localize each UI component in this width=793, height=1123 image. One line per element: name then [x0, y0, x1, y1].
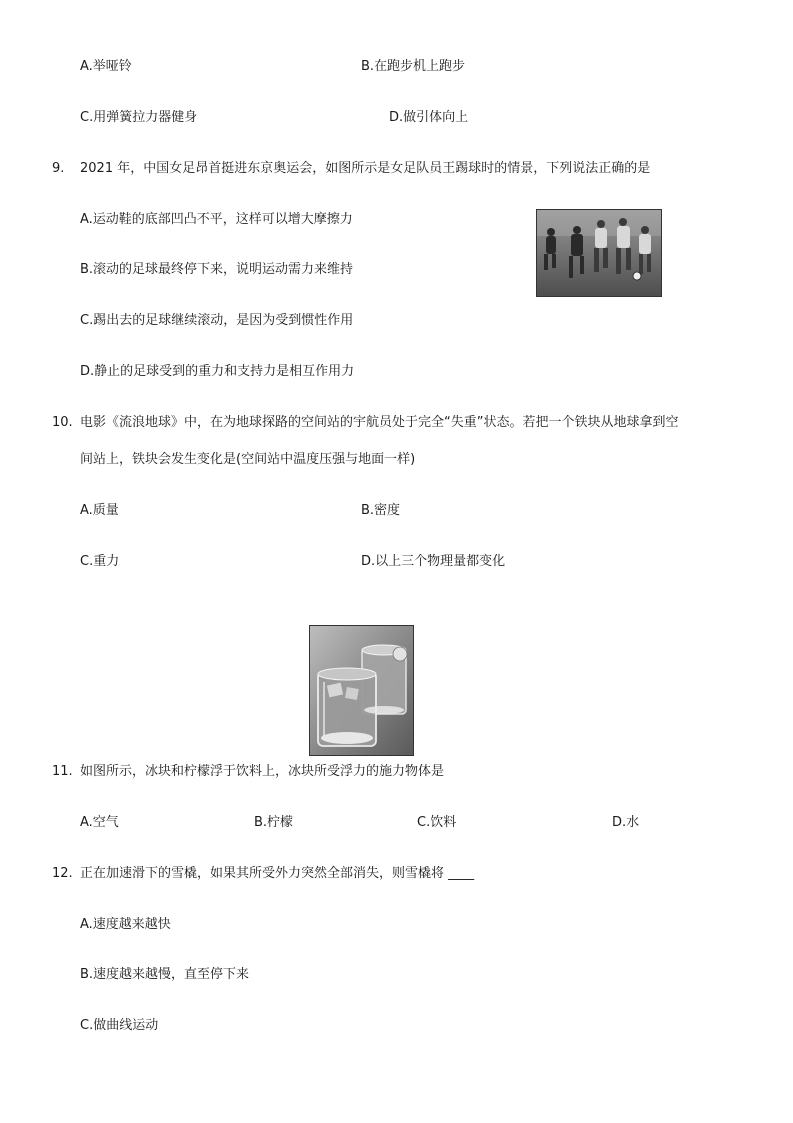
soccer-photo	[536, 209, 662, 297]
q9-stem: 2021 年，中国女足昂首挺进东京奥运会，如图所示是女足队员王踢球时的情景，下列说法正确的是	[80, 161, 651, 176]
q8-option-d: D.做引体向上	[389, 110, 469, 125]
q12-option-a: A.速度越来越快	[80, 917, 171, 932]
q12-number: 12.	[52, 866, 73, 881]
q12-option-b: B.速度越来越慢，直至停下来	[80, 967, 250, 982]
q10-option-d: D.以上三个物理量都变化	[361, 554, 506, 569]
q10-option-c: C.重力	[80, 554, 120, 569]
glasses-ice-photo-graphic	[310, 626, 413, 755]
q11-option-a: A.空气	[80, 815, 119, 830]
soccer-photo-graphic	[537, 210, 661, 296]
q11-stem: 如图所示，冰块和柠檬浮于饮料上，冰块所受浮力的施力物体是	[80, 764, 445, 779]
q11-number: 11.	[52, 764, 73, 779]
q9-option-a: A.运动鞋的底部凹凸不平，这样可以增大摩擦力	[80, 212, 353, 227]
q8-option-b: B.在跑步机上跑步	[361, 59, 466, 74]
q11-option-b: B.柠檬	[254, 815, 294, 830]
q10-stem-line2: 间站上，铁块会发生变化是(空间站中温度压强与地面一样)	[80, 452, 416, 467]
q8-option-c: C.用弹簧拉力器健身	[80, 110, 198, 125]
q11-option-c: C.饮料	[417, 815, 457, 830]
q10-number: 10.	[52, 415, 73, 430]
q9-option-d: D.静止的足球受到的重力和支持力是相互作用力	[80, 364, 355, 379]
q10-option-b: B.密度	[361, 503, 401, 518]
q10-stem-line1: 电影《流浪地球》中，在为地球探路的空间站的宇航员处于完全“失重”状态。若把一个铁块从地球拿到空	[80, 415, 679, 430]
glasses-ice-photo	[309, 625, 414, 756]
q11-option-d: D.水	[612, 815, 640, 830]
q9-option-b: B.滚动的足球最终停下来，说明运动需力来维持	[80, 262, 354, 277]
q9-option-c: C.踢出去的足球继续滚动，是因为受到惯性作用	[80, 313, 354, 328]
q12-option-c: C.做曲线运动	[80, 1018, 159, 1033]
q8-option-a: A.举哑铃	[80, 59, 132, 74]
q10-option-a: A.质量	[80, 503, 119, 518]
q12-stem: 正在加速滑下的雪橇，如果其所受外力突然全部消失，则雪橇将 ____	[80, 866, 475, 881]
q9-number: 9.	[52, 161, 65, 176]
